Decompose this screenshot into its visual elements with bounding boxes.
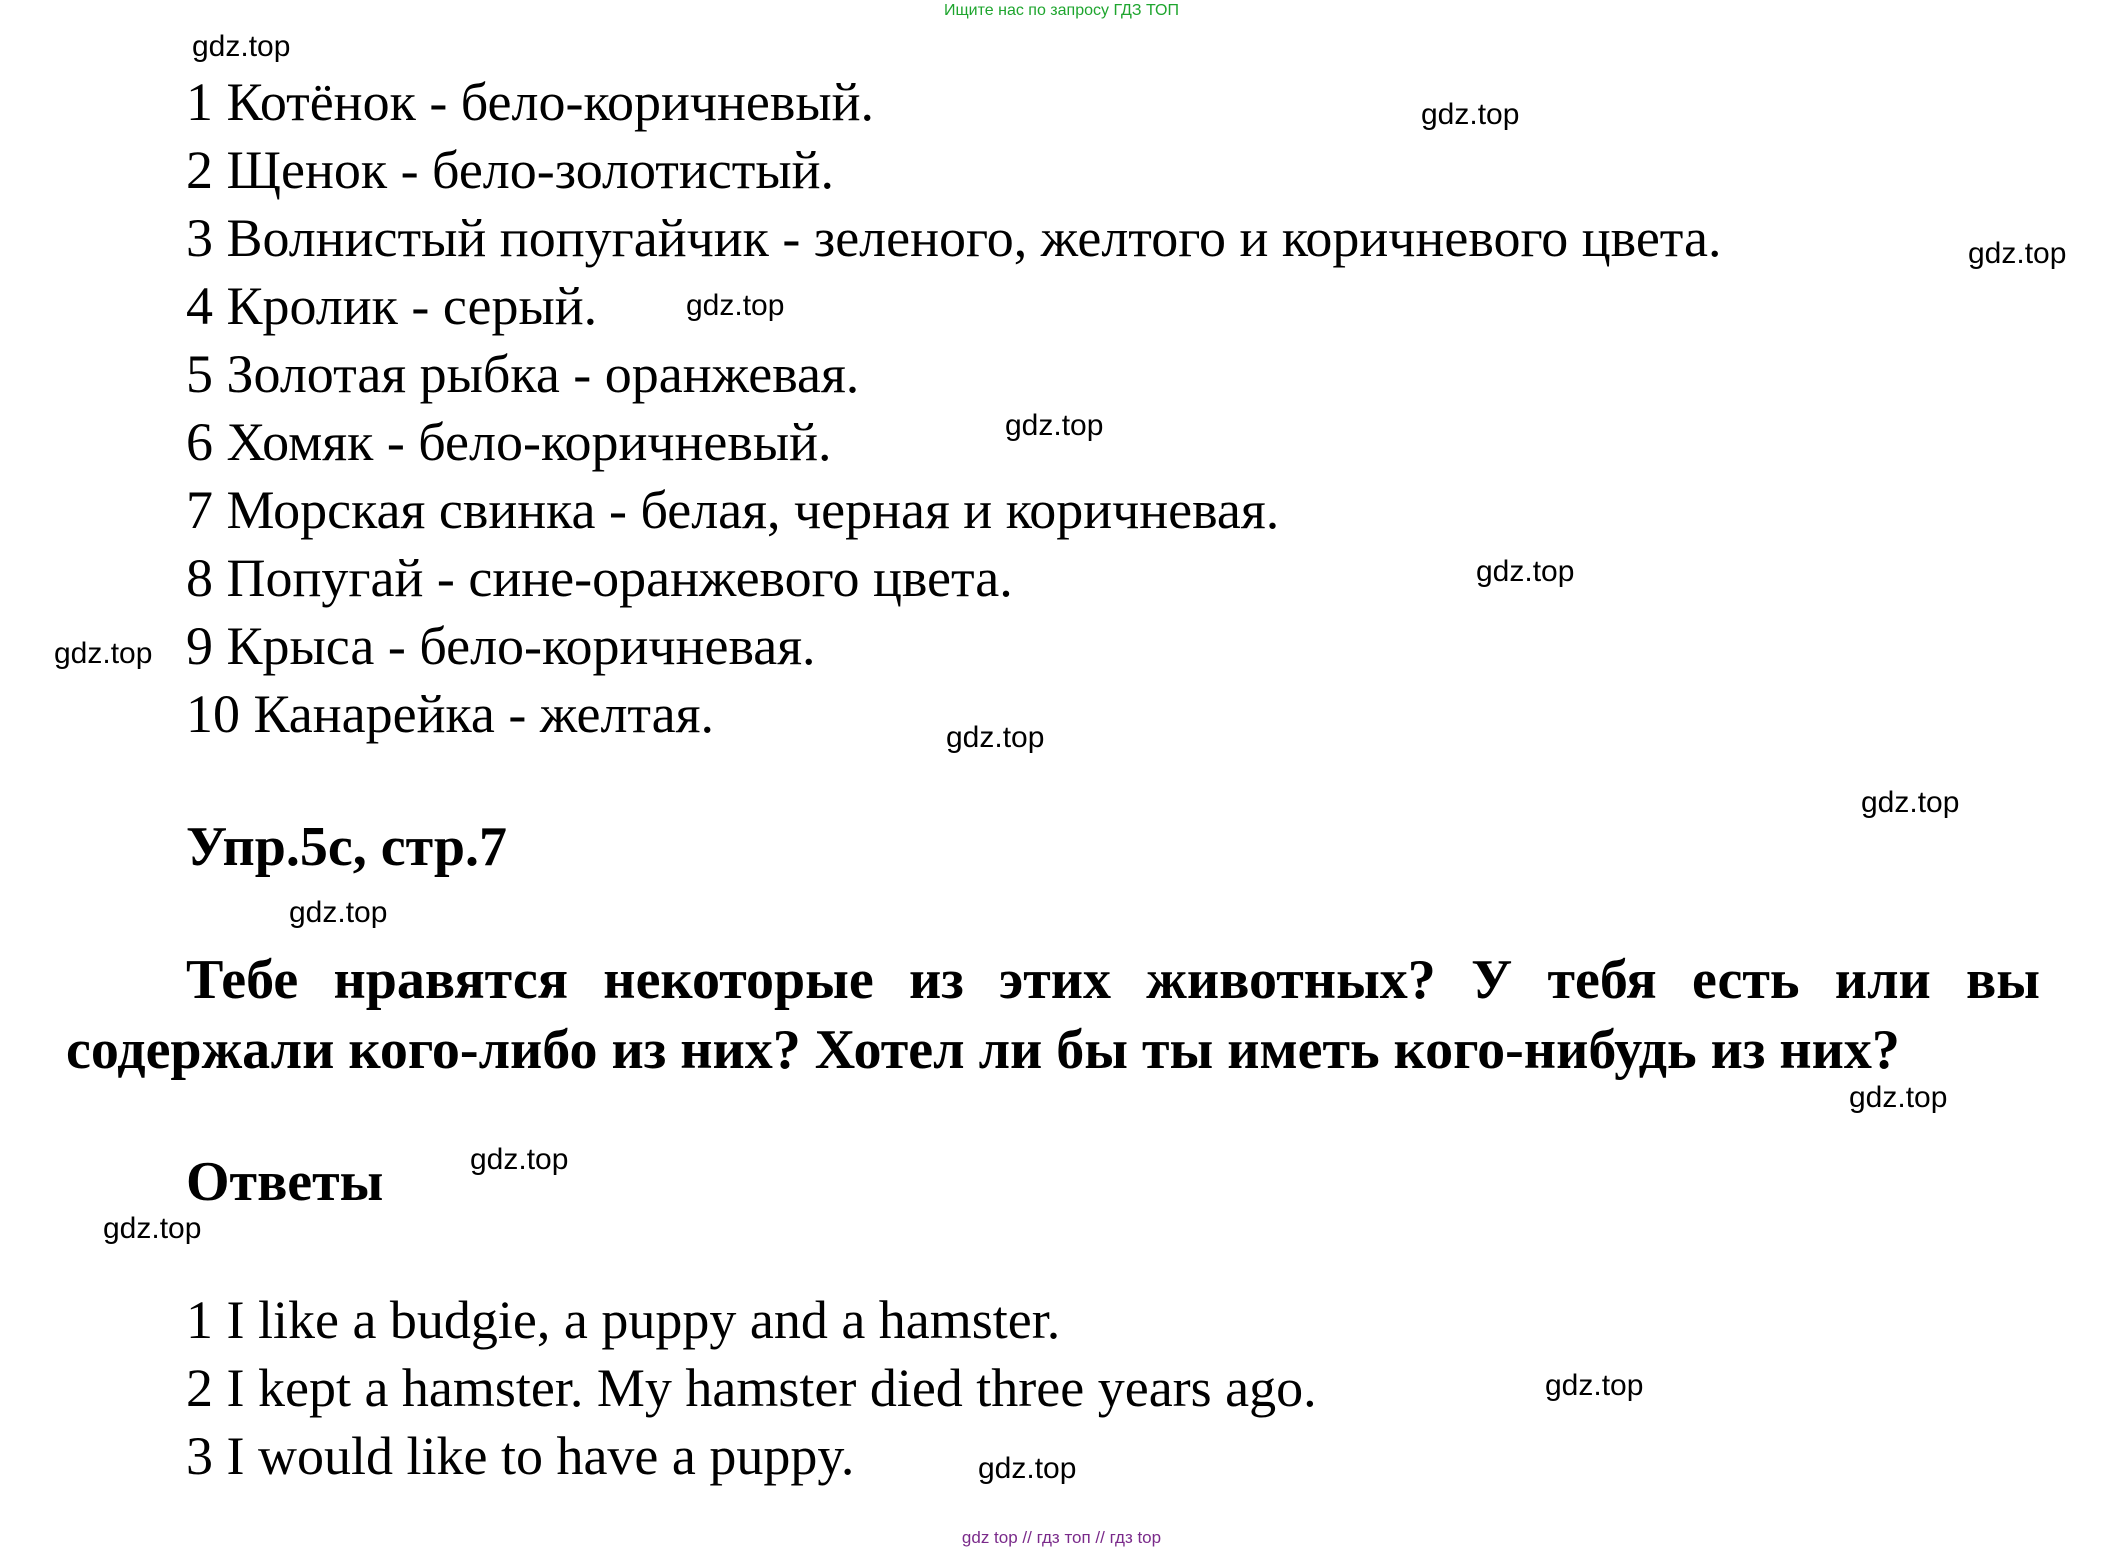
footer: gdz top // гдз топ // гдз top (961, 1528, 1162, 1547)
watermark: gdz.top (192, 30, 291, 63)
color-answers-list (186, 68, 1722, 748)
list-item: 10 Канарейка - желтая. (186, 684, 714, 744)
list-item: 3 I would like to have a puppy. (186, 1426, 855, 1486)
list-item: 9 Крыса - бело-коричневая. (186, 616, 816, 676)
list-item: 2 I kept a hamster. My hamster died three years ago. (186, 1358, 1317, 1418)
top-banner: Ищите нас по запросу ГДЗ ТОП (944, 2, 1179, 19)
list-item: 6 Хомяк - бело-коричневый. (186, 412, 832, 472)
watermark: gdz.top (1476, 555, 1575, 588)
list-item: 8 Попугай - сине-оранжевого цвета. (186, 548, 1013, 608)
watermark: gdz.top (1545, 1369, 1644, 1402)
list-item: 1 Котёнок - бело-коричневый. (186, 72, 875, 132)
list-item: 2 Щенок - бело-золотистый. (186, 140, 834, 200)
list-item: 3 Волнистый попугайчик - зеленого, желтого и коричневого цвета. (186, 208, 1722, 268)
watermark: gdz.top (1849, 1081, 1948, 1114)
list-item: 1 I like a budgie, a puppy and a hamster. (186, 1290, 1061, 1350)
watermark: gdz.top (946, 721, 1045, 754)
answers-heading: Ответы (186, 1151, 384, 1213)
english-answers-list (186, 1286, 1317, 1490)
watermark: gdz.top (1861, 786, 1960, 819)
list-item: 7 Морская свинка - белая, черная и коричневая. (186, 480, 1280, 540)
watermark: gdz.top (470, 1143, 569, 1176)
watermark: gdz.top (103, 1212, 202, 1245)
list-item: 4 Кролик - серый. (186, 276, 598, 336)
watermark: gdz.top (1005, 409, 1104, 442)
watermark: gdz.top (978, 1452, 1077, 1485)
watermark: gdz.top (289, 896, 388, 929)
exercise-question: Тебе нравятся некоторые из этих животных? У тебя есть или вы содержали кого-либо из них? Хотел ли бы ты иметь кого-нибудь из них? (66, 949, 2040, 1081)
exercise-title: Упр.5с, стр.7 (186, 816, 507, 878)
watermark: gdz.top (686, 289, 785, 322)
watermark: gdz.top (54, 637, 153, 670)
watermark: gdz.top (1421, 98, 1520, 131)
watermark: gdz.top (1968, 237, 2067, 270)
list-item: 5 Золотая рыбка - оранжевая. (186, 344, 860, 404)
